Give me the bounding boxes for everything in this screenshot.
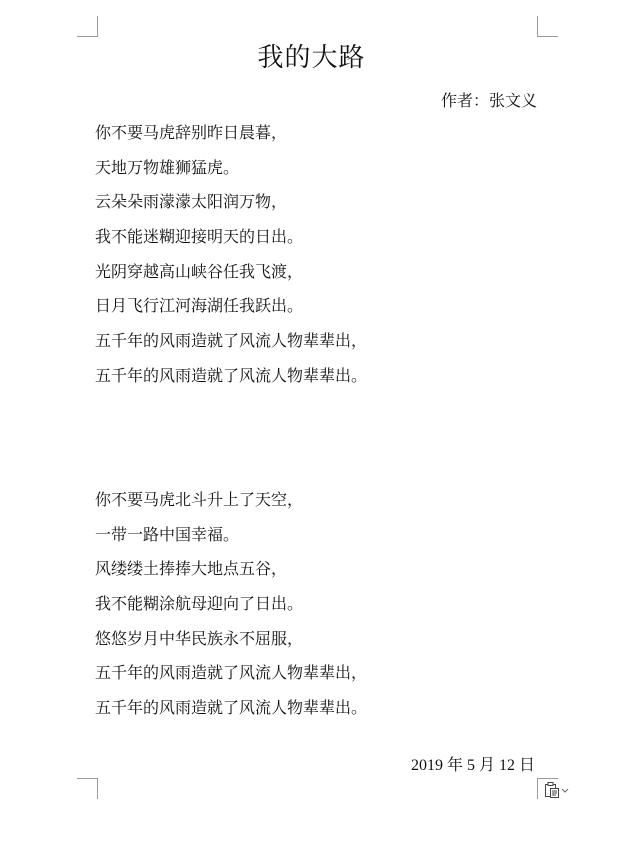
poem-line: 你不要马虎北斗升上了天空， bbox=[95, 490, 304, 509]
crop-mark-top-left bbox=[77, 16, 98, 37]
poem-line: 风缕缕土捧捧大地点五谷， bbox=[95, 559, 288, 579]
poem-line: 天地万物雄狮猛虎。 bbox=[95, 157, 240, 177]
poem-line: 我不能糊涂航母迎向了日出。 bbox=[95, 594, 304, 614]
poem-line: 五千年的风雨造就了风流人物辈辈出。 bbox=[95, 698, 368, 718]
poem-line: 五千年的风雨造就了风流人物辈辈出， bbox=[95, 331, 368, 351]
poem-line: 五千年的风雨造就了风流人物辈辈出。 bbox=[95, 365, 368, 385]
poem-line: 日月飞行江河海湖任我跃出。 bbox=[95, 296, 304, 316]
chevron-down-icon bbox=[561, 786, 569, 794]
paste-options-button[interactable] bbox=[543, 781, 573, 799]
poem-line: 五千年的风雨造就了风流人物辈辈出， bbox=[95, 663, 368, 683]
crop-mark-top-right bbox=[537, 16, 558, 37]
poem-line: 一带一路中国幸福。 bbox=[95, 524, 240, 544]
clipboard-icon bbox=[543, 781, 561, 799]
author-line: 作者：张文义 bbox=[440, 91, 537, 110]
poem-line: 悠悠岁月中华民族永不屈服， bbox=[95, 628, 304, 648]
poem-line: 我不能迷糊迎接明天的日出。 bbox=[95, 227, 304, 247]
poem-line: 光阴穿越高山峡谷任我飞渡， bbox=[95, 261, 304, 281]
date-line: 2019 年 5 月 12 日 bbox=[410, 757, 535, 774]
crop-mark-bottom-left bbox=[77, 778, 98, 799]
poem-line: 云朵朵雨濛濛太阳润万物， bbox=[95, 192, 288, 212]
poem-title: 我的大路 bbox=[257, 43, 366, 73]
poem-line: 你不要马虎辞别昨日晨暮， bbox=[95, 123, 288, 142]
stanza-2 bbox=[95, 488, 367, 731]
stanza-1 bbox=[95, 121, 367, 399]
